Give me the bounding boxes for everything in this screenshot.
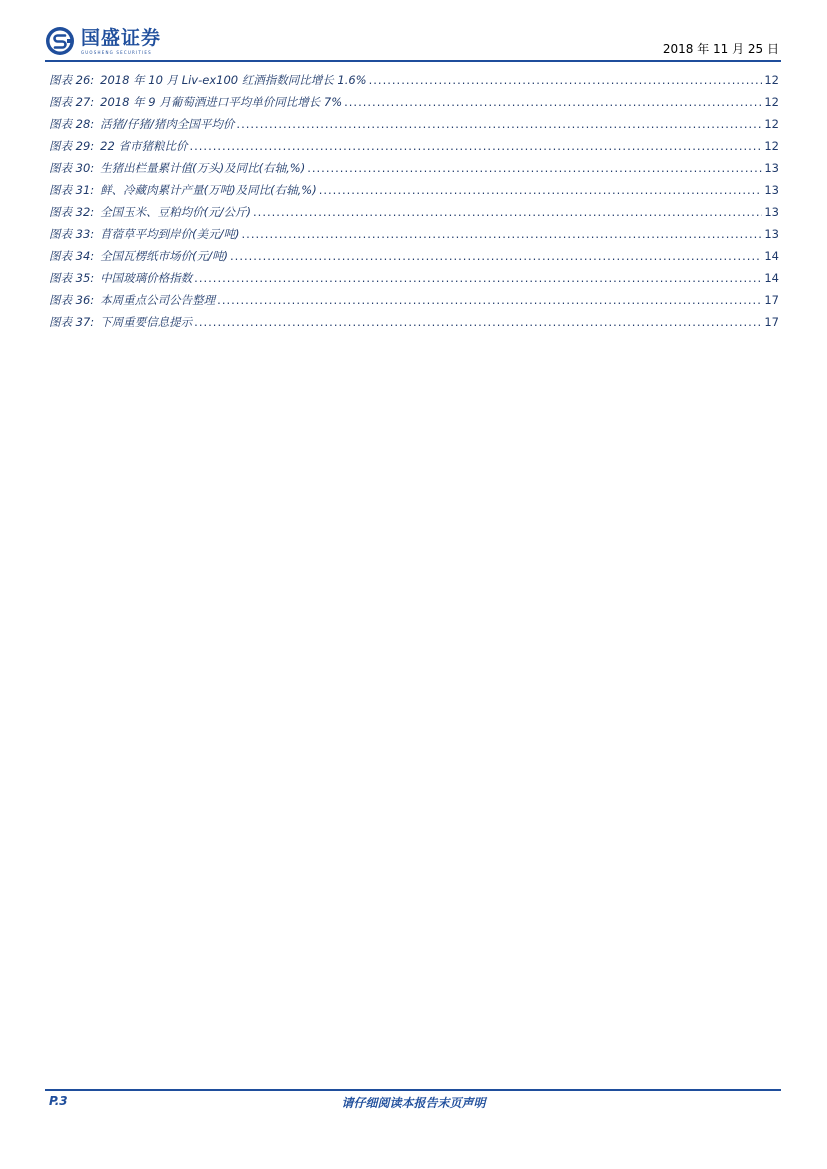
toc-figure-number: 图表 30:: [49, 161, 95, 175]
toc-entry[interactable]: [49, 270, 779, 292]
toc-figure-number: 图表 36:: [49, 293, 95, 307]
toc-entry-title: 本周重点公司公告整理: [100, 293, 216, 307]
toc-entry-title: 全国瓦楞纸市场价(元/吨): [100, 249, 229, 263]
toc-figure-number: 图表 34:: [49, 249, 95, 263]
toc-page-number: 14: [764, 249, 779, 263]
toc-leader-dots: [230, 249, 762, 263]
toc-figure-number: 图表 28:: [49, 117, 95, 131]
toc-entry-title: 2018 年 9 月葡萄酒进口平均单价同比增长 7%: [100, 95, 343, 109]
toc-page-number: 17: [764, 293, 779, 307]
toc-page-number: 12: [764, 95, 779, 109]
logo-chinese-text: 国盛证券: [81, 26, 162, 49]
toc-figure-number: 图表 29:: [49, 139, 95, 153]
toc-page-number: 12: [764, 139, 779, 153]
toc-leader-dots: [344, 95, 762, 109]
toc-entry[interactable]: [49, 204, 779, 226]
toc-page-number: 12: [764, 117, 779, 131]
toc-page-number: 13: [764, 227, 779, 241]
toc-entry[interactable]: [49, 116, 779, 138]
toc-figure-number: 图表 33:: [49, 227, 95, 241]
toc-entry-title: 全国玉米、豆粕均价(元/公斤): [100, 205, 252, 219]
guosheng-logo-icon: [45, 26, 75, 56]
toc-page-number: 13: [764, 183, 779, 197]
toc-leader-dots: [189, 139, 762, 153]
toc-entry[interactable]: [49, 138, 779, 160]
toc-figure-number: 图表 26:: [49, 73, 95, 87]
toc-entry[interactable]: [49, 72, 779, 94]
toc-leader-dots: [217, 293, 762, 307]
toc-leader-dots: [236, 117, 762, 131]
toc-figure-number: 图表 27:: [49, 95, 95, 109]
toc-entry-title: 活猪/仔猪/猪肉全国平均价: [100, 117, 235, 131]
figure-list: [49, 72, 779, 336]
toc-leader-dots: [369, 73, 763, 87]
toc-entry-title: 中国玻璃价格指数: [100, 271, 193, 285]
toc-entry[interactable]: [49, 248, 779, 270]
toc-leader-dots: [194, 315, 762, 329]
toc-entry[interactable]: [49, 226, 779, 248]
toc-figure-number: 图表 31:: [49, 183, 95, 197]
toc-entry-title: 生猪出栏量累计值(万头)及同比(右轴,%): [100, 161, 306, 175]
toc-entry-title: 下周重要信息提示: [100, 315, 193, 329]
toc-page-number: 12: [764, 73, 779, 87]
toc-entry[interactable]: [49, 314, 779, 336]
footer-divider: [45, 1089, 781, 1091]
toc-entry-title: 苜蓿草平均到岸价(美元/吨): [100, 227, 240, 241]
page-number: P.3: [49, 1094, 68, 1108]
logo-text-block: [81, 27, 161, 56]
report-date: 2018 年 11 月 25 日: [662, 42, 779, 56]
toc-page-number: 13: [764, 205, 779, 219]
toc-entry[interactable]: [49, 292, 779, 314]
toc-page-number: 17: [764, 315, 779, 329]
toc-entry[interactable]: [49, 94, 779, 116]
page-header: [0, 0, 827, 70]
toc-entry-title: 鲜、冷藏肉累计产量(万吨)及同比(右轴,%): [100, 183, 317, 197]
toc-figure-number: 图表 32:: [49, 205, 95, 219]
toc-figure-number: 图表 37:: [49, 315, 95, 329]
logo-english-text: GUOSHENG SECURITIES: [81, 49, 152, 55]
toc-leader-dots: [194, 271, 762, 285]
header-divider: [45, 60, 781, 62]
toc-leader-dots: [307, 161, 762, 175]
toc-leader-dots: [253, 205, 762, 219]
footer-disclaimer: 请仔细阅读本报告末页声明: [341, 1096, 486, 1110]
toc-page-number: 13: [764, 161, 779, 175]
toc-figure-number: 图表 35:: [49, 271, 95, 285]
toc-entry[interactable]: [49, 182, 779, 204]
toc-entry-title: 2018 年 10 月 Liv-ex100 红酒指数同比增长 1.6%: [100, 73, 367, 87]
toc-leader-dots: [319, 183, 763, 197]
toc-entry-title: 22 省市猪粮比价: [100, 139, 188, 153]
toc-entry[interactable]: [49, 160, 779, 182]
toc-page-number: 14: [764, 271, 779, 285]
toc-leader-dots: [242, 227, 763, 241]
company-logo: [45, 26, 161, 56]
